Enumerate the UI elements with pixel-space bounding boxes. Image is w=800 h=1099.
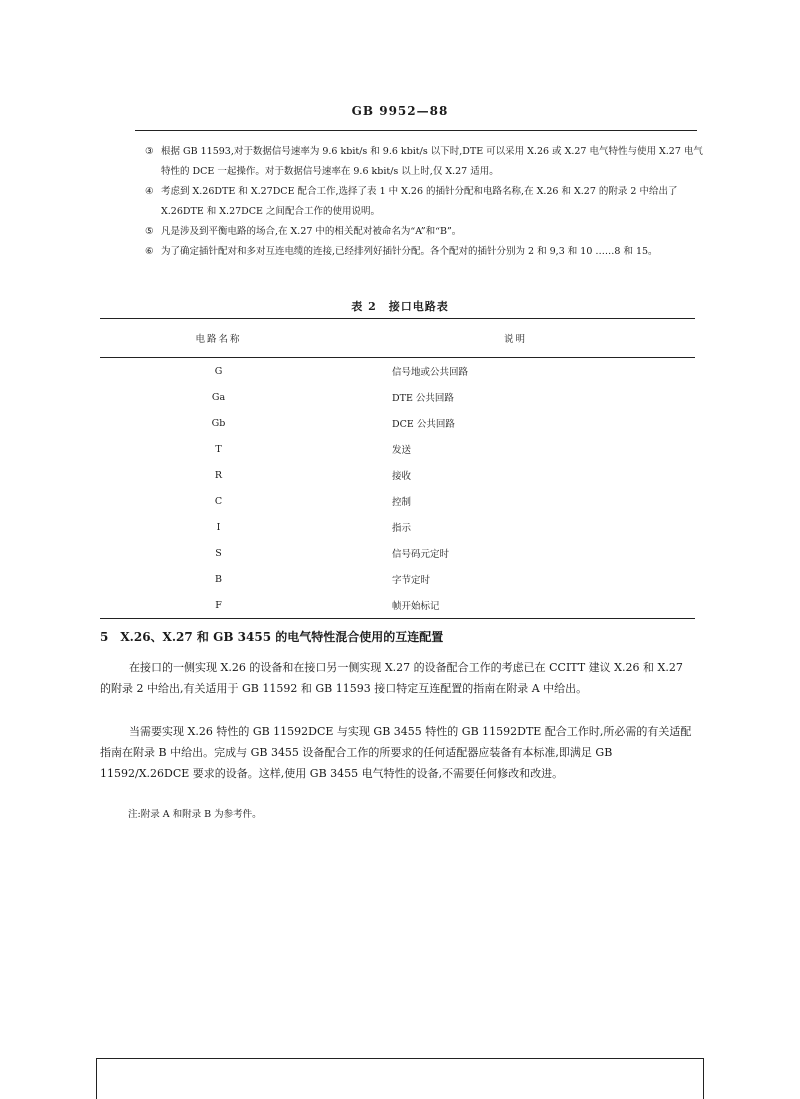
note-item: [145, 142, 705, 182]
table-row: [100, 384, 695, 410]
header-rule: [135, 130, 697, 131]
note-number: ⑤: [145, 226, 154, 237]
column-header-description: 说明: [337, 319, 695, 358]
note-text: 根据 GB 11593,对于数据信号速率为 9.6 kbit/s 和 9.6 kbit/s 以下时,DTE 可以采用 X.26 或 X.27 电气特性与使用 X.27 电气特性的 DCE 一起操作。对于数据信号速率在 9.6 kbit/s 以上时,仅 X.27 适用。: [161, 146, 703, 177]
circuit-description: 指示: [392, 523, 412, 534]
note-number: ③: [145, 146, 154, 157]
circuit-description: 帧开始标记: [337, 592, 695, 619]
circuit-name: G: [214, 365, 223, 377]
page-bottom-frame: [96, 1058, 704, 1099]
note-text: 考虑到 X.26DTE 和 X.27DCE 配合工作,选择了表 1 中 X.26 的插针分配和电路名称,在 X.26 和 X.27 的附录 2 中给出了 X.26DTE 和 X.27DCE 之间配合工作的使用说明。: [161, 186, 678, 217]
circuit-name: S: [215, 547, 222, 559]
table-row: [100, 540, 695, 566]
circuit-description: 字节定时: [392, 575, 431, 586]
notes-list: [145, 142, 705, 262]
section-heading: [100, 628, 443, 645]
circuit-description: DCE 公共回路: [392, 419, 455, 430]
table-row: [100, 488, 695, 514]
section-number: 5: [100, 630, 109, 644]
body-paragraph: 在接口的一侧实现 X.26 的设备和在接口另一侧实现 X.27 的设备配合工作的考虑已在 CCITT 建议 X.26 和 X.27 的附录 2 中给出,有关适用于 GB 11592 和 GB 11593 接口特定互连配置的指南在附录 A 中给出。: [100, 661, 683, 695]
circuit-name: B: [215, 573, 222, 585]
circuit-name: T: [215, 443, 222, 455]
note-item: [145, 242, 705, 262]
circuit-name: Ga: [211, 391, 226, 403]
circuit-description: 信号地或公共回路: [392, 367, 469, 378]
table-row: [100, 514, 695, 540]
table-header-row: [100, 319, 695, 358]
note-number: ⑥: [145, 246, 154, 257]
circuit-description: 接收: [392, 471, 412, 482]
circuit-name: F: [100, 592, 337, 619]
section-title: X.26、X.27 和 GB 3455 的电气特性混合使用的互连配置: [120, 630, 444, 644]
circuit-name: R: [214, 469, 223, 481]
body-paragraph: 当需要实现 X.26 特性的 GB 11592DCE 与实现 GB 3455 特性的 GB 11592DTE 配合工作时,所必需的有关适配指南在附录 B 中给出。完成与 GB 3455 设备配合工作的所要求的任何适配器应装备有本标准,即满足 GB 11592/X.26DCE 要求的设备。这样,使用 GB 3455 电气特性的设备,不需要任何修改和改进。: [100, 725, 692, 780]
circuit-description: DTE 公共回路: [392, 393, 454, 404]
page-header: GB 9952—88: [351, 104, 449, 118]
circuit-name: Gb: [211, 417, 226, 429]
circuit-name: I: [216, 521, 221, 533]
table-row: [100, 436, 695, 462]
note-number: ④: [145, 186, 154, 197]
table-title: 表 2 接口电路表: [351, 300, 449, 313]
column-header-name: 电路名称: [100, 319, 337, 358]
circuit-description: 信号码元定时: [392, 549, 450, 560]
circuit-description: 控制: [392, 497, 412, 508]
table-row: [100, 462, 695, 488]
circuit-description: 发送: [392, 445, 412, 456]
interface-circuit-table: [100, 318, 695, 619]
circuit-name: C: [214, 495, 223, 507]
note-item: [145, 182, 705, 222]
table-row: [100, 566, 695, 592]
table-row: [100, 592, 695, 619]
table-row: [100, 358, 695, 385]
note-text: 凡是涉及到平衡电路的场合,在 X.27 中的相关配对被命名为“A”和“B”。: [161, 226, 462, 237]
note-text: 为了确定插针配对和多对互连电缆的连接,已经排列好插针分配。各个配对的插针分别为 2 和 9,3 和 10 ……8 和 15。: [161, 246, 658, 257]
note-item: [145, 222, 705, 242]
table-row: [100, 410, 695, 436]
footnote: 注:附录 A 和附录 B 为参考件。: [128, 809, 262, 820]
